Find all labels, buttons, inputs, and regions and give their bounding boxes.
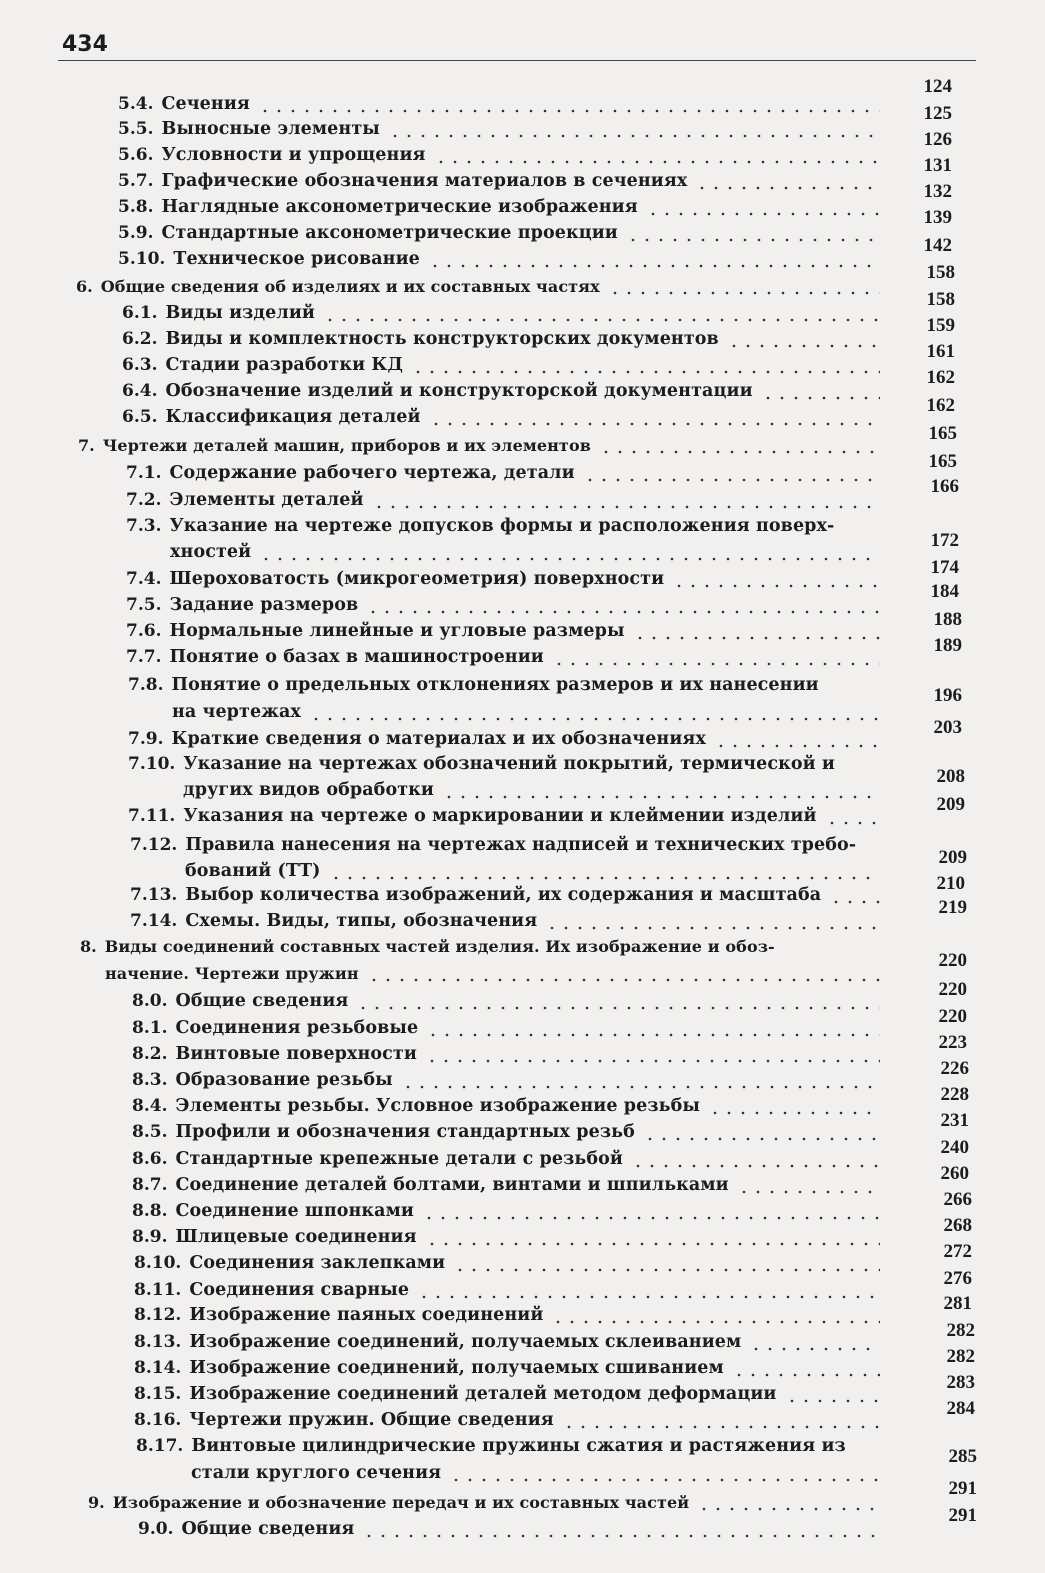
toc-entry-line: [126, 643, 544, 667]
page-reference: 158: [926, 262, 955, 283]
dot-leader: [258, 108, 880, 114]
toc-entry-line: [132, 1014, 418, 1038]
toc-entry-line: [132, 1092, 700, 1116]
section-title: Выносные элементы: [161, 119, 380, 139]
section-title: Стадии разработки КД: [165, 355, 404, 375]
dot-leader: [309, 716, 880, 722]
dot-leader: [633, 635, 880, 641]
toc-entry-line: [128, 671, 819, 695]
toc-entry-line: [118, 193, 638, 217]
dot-leader: [552, 661, 880, 667]
toc-entry-line: [122, 403, 421, 427]
section-title: Указания на чертеже о маркировании и клеймении изделий: [183, 806, 817, 826]
dot-leader: [434, 159, 880, 165]
dot-leader: [545, 925, 880, 931]
dot-leader: [672, 583, 880, 589]
dot-leader: [449, 1477, 880, 1483]
toc-entry-line: [122, 377, 753, 401]
dot-leader: [388, 133, 880, 139]
section-title: Винтовые поверхности: [175, 1044, 417, 1064]
dot-leader: [323, 317, 880, 323]
section-number: 6.1.: [122, 303, 158, 323]
section-title: Виды изделий: [165, 303, 316, 323]
toc-entry-line: [138, 1515, 354, 1539]
section-title: Обозначение изделий и конструкторской документации: [165, 381, 753, 401]
section-title: Стандартные аксонометрические проекции: [161, 223, 618, 243]
dot-leader: [417, 1294, 880, 1300]
dot-leader: [425, 1058, 880, 1064]
toc-entry-line: [136, 1432, 846, 1456]
dot-leader: [259, 556, 880, 562]
section-number: 7.6.: [126, 621, 162, 641]
section-number: 8.10.: [134, 1253, 182, 1273]
page-reference: 166: [930, 476, 959, 497]
section-number: 7.13.: [130, 885, 178, 905]
page-reference: 184: [930, 581, 959, 602]
page-reference: 240: [940, 1137, 969, 1158]
section-title: Наглядные аксонометрические изображения: [161, 197, 638, 217]
toc-entry-line: [126, 591, 358, 615]
section-title: Содержание рабочего чертежа, детали: [169, 463, 575, 483]
section-title: Изображение и обозначение передач и их составных частей: [112, 1493, 690, 1512]
page-reference: 162: [926, 367, 955, 388]
page-reference: 158: [926, 289, 955, 310]
dot-leader: [583, 477, 880, 483]
toc-entry-line: [118, 219, 618, 243]
toc-entry-line: [78, 431, 591, 455]
section-title: Краткие сведения о материалах и их обозначениях: [171, 729, 706, 749]
section-title-continuation: бований (ТТ): [185, 861, 321, 881]
page-reference: 276: [943, 1268, 972, 1289]
dot-leader: [367, 977, 880, 983]
section-number: 6.4.: [122, 381, 158, 401]
section-number: 7.10.: [128, 754, 176, 774]
page-reference: 132: [923, 181, 952, 202]
section-number: 5.10.: [118, 249, 166, 269]
section-title: Соединение шпонками: [175, 1201, 414, 1221]
section-title: Соединения сварные: [189, 1280, 410, 1300]
section-title: Изображение соединений деталей методом деформации: [189, 1384, 777, 1404]
section-title: Общие сведения об изделиях и их составных частях: [100, 277, 600, 296]
toc-entry-line: [126, 617, 625, 641]
page-reference: 189: [933, 635, 962, 656]
toc-entry-continuation: [183, 776, 434, 800]
section-number: 8.2.: [132, 1044, 168, 1064]
page-reference: 139: [923, 207, 952, 228]
section-title: Образование резьбы: [175, 1070, 393, 1090]
dot-leader: [429, 421, 880, 427]
toc-entry-continuation: [191, 1459, 441, 1483]
dot-leader: [551, 1319, 880, 1325]
page-reference: 282: [946, 1346, 975, 1367]
section-number: 8.12.: [134, 1305, 182, 1325]
section-number: 7.2.: [126, 490, 162, 510]
section-title-continuation: стали круглого сечения: [191, 1463, 442, 1483]
section-number: 9.0.: [138, 1519, 174, 1539]
section-title-continuation: начение. Чертежи пружин: [105, 964, 359, 983]
dot-leader: [356, 1005, 880, 1011]
dot-leader: [428, 263, 880, 269]
dot-leader: [714, 743, 880, 749]
page-reference: 172: [930, 530, 959, 551]
section-title: Виды соединений составных частей изделия. Их изображение и обоз-: [104, 937, 775, 956]
section-number: 8.14.: [134, 1358, 182, 1378]
page-reference: 209: [938, 847, 967, 868]
page-reference: 165: [928, 451, 957, 472]
page-reference: 282: [946, 1320, 975, 1341]
toc-entry-line: [76, 272, 600, 296]
toc-entry-line: [134, 1249, 445, 1273]
section-title: Указание на чертеже допусков формы и расположения поверх-: [169, 516, 835, 536]
page-reference: 188: [933, 609, 962, 630]
section-number: 7.7.: [126, 647, 162, 667]
dot-leader: [422, 1215, 880, 1221]
toc-entry-line: [130, 907, 537, 931]
section-number: 7.5.: [126, 595, 162, 615]
section-title: Нормальные линейные и угловые размеры: [169, 621, 625, 641]
dot-leader: [426, 1032, 880, 1038]
section-number: 8.6.: [132, 1149, 168, 1169]
toc-entry-line: [118, 167, 687, 191]
toc-entry-continuation: [170, 538, 251, 562]
section-number: 7.14.: [130, 911, 178, 931]
section-title-continuation: на чертежах: [172, 702, 301, 722]
dot-leader: [785, 1398, 880, 1404]
section-number: 8.3.: [132, 1070, 168, 1090]
section-title: Правила нанесения на чертежах надписей и технических требо-: [185, 835, 857, 855]
toc-entry-line: [126, 486, 364, 510]
toc-entry-line: [122, 351, 403, 375]
page-reference: 272: [943, 1241, 972, 1262]
toc-entry-line: [80, 932, 775, 956]
section-number: 7.9.: [128, 729, 164, 749]
toc-entry-line: [132, 1223, 417, 1247]
toc-entry-line: [130, 881, 821, 905]
dot-leader: [761, 395, 880, 401]
section-title: Графические обозначения материалов в сечениях: [161, 171, 688, 191]
section-title: Схемы. Виды, типы, обозначения: [185, 911, 538, 931]
section-number: 8.15.: [134, 1384, 182, 1404]
page-reference: 228: [940, 1084, 969, 1105]
dot-leader: [425, 1241, 880, 1247]
section-title: Виды и комплектность конструкторских документов: [165, 329, 719, 349]
section-number: 7.1.: [126, 463, 162, 483]
toc-entry-line: [128, 725, 706, 749]
section-title: Условности и упрощения: [161, 145, 426, 165]
toc-entry-line: [132, 1171, 729, 1195]
toc-entry-line: [132, 987, 348, 1011]
section-title: Сечения: [161, 94, 250, 114]
dot-leader: [442, 794, 880, 800]
dot-leader: [749, 1346, 880, 1352]
page-reference: 142: [923, 235, 952, 256]
page-reference: 220: [938, 950, 967, 971]
page-reference: 219: [938, 897, 967, 918]
page-reference: 268: [943, 1215, 972, 1236]
section-number: 5.6.: [118, 145, 154, 165]
section-title: Шероховатость (микрогеометрия) поверхности: [169, 569, 665, 589]
section-number: 8.0.: [132, 991, 168, 1011]
dot-leader: [608, 290, 880, 296]
section-title: Соединения резьбовые: [175, 1018, 419, 1038]
toc-entry-line: [132, 1118, 635, 1142]
page-reference: 203: [933, 717, 962, 738]
section-title: Изображение паяных соединений: [189, 1305, 544, 1325]
toc-entry-line: [132, 1197, 414, 1221]
section-number: 8.1.: [132, 1018, 168, 1038]
section-title: Изображение соединений, получаемых склеиванием: [189, 1332, 742, 1352]
page-reference: 159: [926, 315, 955, 336]
page-reference: 124: [923, 76, 952, 97]
page-reference: 223: [938, 1032, 967, 1053]
section-title: Изображение соединений, получаемых сшиванием: [189, 1358, 724, 1378]
toc-entry-line: [118, 245, 420, 269]
dot-leader: [599, 449, 880, 455]
toc-entry-line: [134, 1301, 543, 1325]
page-reference: 174: [930, 557, 959, 578]
dot-leader: [825, 820, 880, 826]
section-number: 8.: [80, 937, 97, 956]
toc-entry-line: [118, 115, 380, 139]
section-title: Соединения заклепками: [189, 1253, 446, 1273]
toc-entry-line: [122, 325, 719, 349]
toc-entry-line: [118, 90, 250, 114]
toc-entry-line: [132, 1145, 623, 1169]
section-title: Стандартные крепежные детали с резьбой: [175, 1149, 623, 1169]
page-reference: 266: [943, 1189, 972, 1210]
dot-leader: [829, 899, 880, 905]
page-reference: 291: [948, 1505, 977, 1526]
section-number: 5.4.: [118, 94, 154, 114]
section-title: Понятие о предельных отклонениях размеров и их нанесении: [171, 675, 819, 695]
page-reference: 283: [946, 1372, 975, 1393]
section-number: 6.: [76, 277, 93, 296]
page-reference: 162: [926, 395, 955, 416]
section-number: 6.3.: [122, 355, 158, 375]
page-reference: 291: [948, 1478, 977, 1499]
section-number: 8.16.: [134, 1410, 182, 1430]
dot-leader: [362, 1533, 880, 1539]
toc-entry-continuation: [185, 857, 321, 881]
section-title: Чертежи пружин. Общие сведения: [189, 1410, 554, 1430]
page-reference: 126: [923, 129, 952, 150]
toc-entry-line: [130, 831, 856, 855]
section-number: 5.9.: [118, 223, 154, 243]
toc-entry-line: [128, 802, 817, 826]
section-number: 5.7.: [118, 171, 154, 191]
section-number: 7.11.: [128, 806, 176, 826]
toc-entry-line: [134, 1354, 724, 1378]
page-number: 434: [62, 32, 108, 57]
section-title: Элементы деталей: [169, 490, 364, 510]
section-number: 8.17.: [136, 1436, 184, 1456]
section-number: 7.4.: [126, 569, 162, 589]
dot-leader: [732, 1372, 880, 1378]
section-title: Техническое рисование: [173, 249, 420, 269]
toc-entry-line: [126, 459, 575, 483]
dot-leader: [643, 1136, 880, 1142]
section-number: 8.4.: [132, 1096, 168, 1116]
page-reference: 196: [933, 685, 962, 706]
page-reference: 125: [923, 103, 952, 124]
section-number: 8.7.: [132, 1175, 168, 1195]
section-number: 5.8.: [118, 197, 154, 217]
section-title: Задание размеров: [169, 595, 359, 615]
page-reference: 208: [936, 766, 965, 787]
dot-leader: [626, 237, 880, 243]
toc-entry-line: [118, 141, 426, 165]
dot-leader: [695, 185, 880, 191]
dot-leader: [697, 1506, 880, 1512]
page-reference: 131: [923, 155, 952, 176]
toc-entry-continuation: [172, 698, 301, 722]
section-number: 9.: [88, 1493, 105, 1512]
section-title: Шлицевые соединения: [175, 1227, 417, 1247]
section-number: 6.2.: [122, 329, 158, 349]
page-reference: 260: [940, 1163, 969, 1184]
dot-leader: [562, 1424, 880, 1430]
section-number: 8.11.: [134, 1280, 182, 1300]
page-reference: 285: [948, 1446, 977, 1467]
section-number: 6.5.: [122, 407, 158, 427]
dot-leader: [646, 211, 880, 217]
section-number: 8.13.: [134, 1332, 182, 1352]
toc-entry-line: [128, 750, 835, 774]
page-reference: 210: [936, 873, 965, 894]
dot-leader: [737, 1189, 880, 1195]
dot-leader: [366, 609, 880, 615]
toc-entry-line: [88, 1488, 689, 1512]
toc-entry-line: [132, 1066, 393, 1090]
page-reference: 165: [928, 423, 957, 444]
section-title: Классификация деталей: [165, 407, 421, 427]
section-number: 8.5.: [132, 1122, 168, 1142]
page-reference: 226: [940, 1058, 969, 1079]
section-number: 8.8.: [132, 1201, 168, 1221]
page-reference: 220: [938, 1006, 967, 1027]
dot-leader: [631, 1163, 880, 1169]
section-number: 7.12.: [130, 835, 178, 855]
toc-entry-line: [122, 299, 315, 323]
toc-entry-line: [134, 1276, 409, 1300]
section-title: Общие сведения: [175, 991, 349, 1011]
page-reference: 231: [940, 1110, 969, 1131]
dot-leader: [401, 1084, 880, 1090]
dot-leader: [453, 1267, 880, 1273]
toc-entry-line: [132, 1040, 417, 1064]
page-reference: 281: [943, 1293, 972, 1314]
page-reference: 161: [926, 341, 955, 362]
section-number: 7.3.: [126, 516, 162, 536]
toc-entry-line: [126, 565, 664, 589]
toc-entry-line: [134, 1406, 554, 1430]
section-title: Понятие о базах в машиностроении: [169, 647, 544, 667]
toc-entry-line: [134, 1328, 741, 1352]
section-number: 5.5.: [118, 119, 154, 139]
section-title: Чертежи деталей машин, приборов и их элементов: [102, 436, 591, 455]
page-reference: 209: [936, 794, 965, 815]
page-reference: 220: [938, 979, 967, 1000]
section-number: 7.8.: [128, 675, 164, 695]
section-title: Общие сведения: [181, 1519, 355, 1539]
section-title: Выбор количества изображений, их содержания и масштаба: [185, 885, 822, 905]
section-title: Указание на чертежах обозначений покрытий, термической и: [183, 754, 835, 774]
dot-leader: [708, 1110, 880, 1116]
toc-entry-line: [126, 512, 834, 536]
dot-leader: [372, 504, 880, 510]
section-title: Профили и обозначения стандартных резьб: [175, 1122, 635, 1142]
dot-leader: [411, 369, 880, 375]
toc-entry-continuation: [105, 959, 359, 983]
dot-leader: [727, 343, 880, 349]
section-title-continuation: хностей: [170, 542, 252, 562]
toc-entry-line: [134, 1380, 777, 1404]
section-number: 8.9.: [132, 1227, 168, 1247]
section-number: 7.: [78, 436, 95, 455]
section-title-continuation: других видов обработки: [183, 780, 434, 800]
section-title: Винтовые цилиндрические пружины сжатия и растяжения из: [191, 1436, 846, 1456]
section-title: Соединение деталей болтами, винтами и шпильками: [175, 1175, 729, 1195]
page-reference: 284: [946, 1398, 975, 1419]
section-title: Элементы резьбы. Условное изображение резьбы: [175, 1096, 700, 1116]
